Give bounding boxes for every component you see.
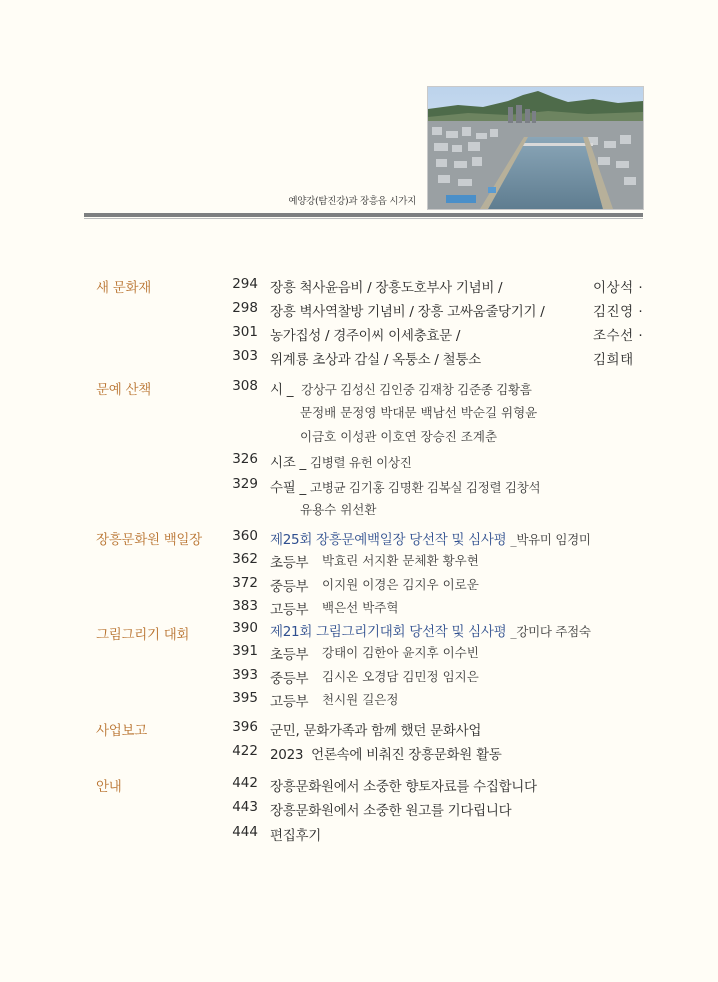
entry-names: 천시원 길은정 [322,692,399,707]
section-new-heritage: 새 문화재 [96,280,151,296]
page-number: 390 [232,620,258,636]
page-number: 308 [232,378,258,394]
entry-author: 조수선 · [593,328,644,344]
entry-names: 문정배 문정영 박대문 백남선 박순길 위형윤 [300,405,538,420]
entry-names: _박유미 임경미 [510,532,591,547]
page-number: 444 [232,824,258,840]
section-literary-walk: 문예 산책 [96,382,151,398]
entry-title [270,378,532,398]
entry-title [270,528,591,548]
entry-names: 유용수 위선환 [300,502,377,517]
page-number: 360 [232,528,258,544]
page-number: 442 [232,775,258,791]
entry-title: 위계룡 초상과 감실 / 옥퉁소 / 철퉁소 [270,352,481,368]
entry-title [270,690,308,710]
toc-entry[interactable] [0,348,718,370]
page-number: 326 [232,451,258,467]
entry-heading: 제21회 그림그리기대회 당선작 및 심사평 [270,624,507,640]
entry-names: 이금호 이성관 이호연 장승진 조계춘 [300,429,498,444]
page-number: 391 [232,643,258,659]
page-number: 298 [232,300,258,316]
entry-title [270,598,308,618]
entry-title: 편집후기 [270,828,321,844]
toc-entry[interactable] [0,690,718,712]
entry-title [270,575,308,595]
toc-entry[interactable] [0,528,718,550]
page-number: 329 [232,476,258,492]
toc-entry[interactable] [0,643,718,665]
entry-title: 장흥 벽사역찰방 기념비 / 장흥 고싸움줄당기기 / [270,304,545,320]
page-number: 396 [232,719,258,735]
page-number: 301 [232,324,258,340]
page-number: 422 [232,743,258,759]
photo-caption: 예양강(탐진강)과 장흥읍 시가지 [288,196,416,207]
page-number: 294 [232,276,258,292]
entry-author: 이상석 · [593,280,644,296]
entry-title [270,451,412,471]
entry-division: 중등부 [270,671,309,687]
section-drawing-contest: 그림그리기 대회 [96,627,190,643]
entry-names: 강상구 김성신 김인중 김재창 김준종 김황흠 [301,382,532,397]
toc-entry[interactable] [0,598,718,620]
toc-entry[interactable] [0,276,718,298]
entry-title: 장흥 척사윤음비 / 장흥도호부사 기념비 / [270,280,503,296]
toc-entry[interactable] [0,451,718,473]
toc-entry[interactable] [0,719,718,741]
entry-division: 초등부 [270,555,309,571]
entry-names: _강미다 주점숙 [510,624,591,639]
entry-names: 강태이 김한아 윤지후 이수빈 [322,645,479,660]
page-number: 443 [232,799,258,815]
entry-title [270,620,591,640]
entry-title [270,643,308,663]
page-number: 395 [232,690,258,706]
toc-entry[interactable] [0,775,718,797]
toc-entry[interactable] [0,824,718,846]
entry-title: 농가집성 / 경주이씨 이세충효문 / [270,328,461,344]
section-guide: 안내 [96,779,122,795]
toc-entry[interactable] [0,667,718,689]
toc-entry[interactable] [0,620,718,642]
entry-heading: 제25회 장흥문예백일장 당선작 및 심사평 [270,532,507,548]
river-town-photo [427,86,644,210]
toc-entry[interactable] [0,799,718,821]
entry-names: 박효린 서지환 문체환 황우현 [322,553,479,568]
entry-genre: 시 _ [270,382,294,398]
entry-division: 고등부 [270,602,309,618]
page-number: 303 [232,348,258,364]
toc-entry-continued [0,403,718,425]
toc-entry[interactable] [0,551,718,573]
entry-title: 장흥문화원에서 소중한 향토자료를 수집합니다 [270,779,537,795]
entry-division: 고등부 [270,694,309,710]
toc-entry[interactable] [0,743,718,765]
entry-author: 김진영 · [593,304,644,320]
header-rule [84,213,643,217]
entry-names: 김시온 오경담 김민정 임지은 [322,669,479,684]
toc-entry[interactable] [0,300,718,322]
header-rule-thin [84,218,643,219]
page-number: 372 [232,575,258,591]
entry-author: 김희태 [593,352,634,368]
entry-names: 김병렬 유헌 이상진 [309,455,412,470]
section-writing-contest: 장흥문화원 백일장 [96,532,202,548]
entry-genre: 수필 _ [270,480,306,496]
entry-title [270,551,308,571]
entry-title: 장흥문화원에서 소중한 원고를 기다립니다 [270,803,512,819]
entry-title [270,476,540,496]
entry-title: 군민, 문화가족과 함께 했던 문화사업 [270,723,482,739]
entry-division: 중등부 [270,579,309,595]
entry-names: 이지원 이경은 김지우 이로운 [322,577,479,592]
toc-entry[interactable] [0,324,718,346]
toc-entry[interactable] [0,476,718,498]
entry-title: 2023 언론속에 비춰진 장흥문화원 활동 [270,747,502,763]
entry-names: 고병균 김기홍 김명환 김복실 김정렬 김창석 [309,480,541,495]
entry-genre: 시조 _ [270,455,306,471]
toc-entry-continued [0,500,718,522]
toc-entry[interactable] [0,575,718,597]
entry-division: 초등부 [270,647,309,663]
page-number: 383 [232,598,258,614]
entry-names: 백은선 박주혁 [322,600,399,615]
page-number: 393 [232,667,258,683]
river-town-image [428,87,643,209]
toc-entry-continued [0,427,718,449]
page-number: 362 [232,551,258,567]
toc-entry[interactable] [0,378,718,400]
section-business-report: 사업보고 [96,723,147,739]
entry-title [270,667,308,687]
